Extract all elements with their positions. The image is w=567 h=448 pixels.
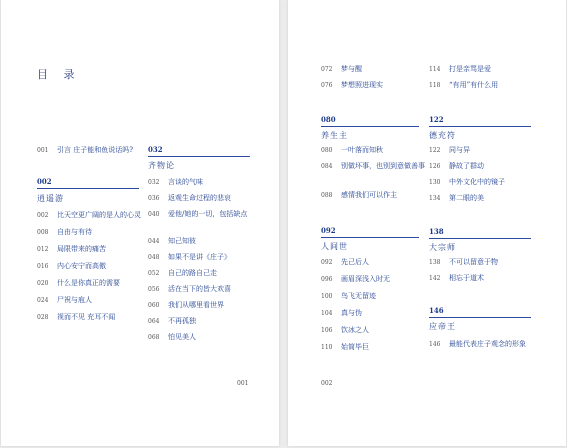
entry-title: 梦与醒 xyxy=(341,65,362,73)
toc-entry[interactable] xyxy=(148,285,231,294)
entry-page-num: 036 xyxy=(148,195,160,202)
toc-entry[interactable] xyxy=(429,194,484,203)
section-divider xyxy=(148,156,250,157)
entry-title: 相忘于道术 xyxy=(449,274,484,282)
entry-title: 什么是你真正的需要 xyxy=(57,279,120,287)
toc-entry[interactable] xyxy=(321,275,390,284)
intro-page-num: 001 xyxy=(37,147,49,154)
page-number: 001 xyxy=(237,380,249,387)
entry-page-num: 028 xyxy=(37,314,49,321)
section-number: 146 xyxy=(429,306,444,315)
entry-page-num: 080 xyxy=(321,147,333,154)
section-divider xyxy=(429,238,531,239)
toc-entry[interactable] xyxy=(37,296,92,305)
entry-title: 中外文化中的镜子 xyxy=(449,178,505,186)
entry-page-num: 100 xyxy=(321,293,333,300)
entry-title: 始简毕巨 xyxy=(341,343,369,351)
entry-page-num: 060 xyxy=(148,302,160,309)
toc-entry[interactable] xyxy=(321,191,397,200)
toc-title: 目 录 xyxy=(37,68,81,81)
entry-page-num: 146 xyxy=(429,341,441,348)
toc-entry[interactable] xyxy=(321,162,441,171)
toc-entry[interactable] xyxy=(148,333,196,342)
entry-page-num: 076 xyxy=(321,82,333,89)
toc-entry[interactable] xyxy=(148,253,231,262)
entry-title: 真与伪 xyxy=(341,309,362,317)
intro-entry[interactable] xyxy=(37,146,133,155)
section-divider xyxy=(37,188,139,189)
entry-page-num: 032 xyxy=(148,179,160,186)
entry-title: 知己知彼 xyxy=(168,237,196,245)
entry-page-num: 130 xyxy=(429,179,441,186)
toc-entry[interactable] xyxy=(321,146,383,155)
section-number: 080 xyxy=(321,115,336,124)
section-title: 养生主 xyxy=(321,131,348,140)
toc-entry[interactable] xyxy=(429,162,484,171)
entry-title: 内心安宁而高傲 xyxy=(57,262,106,270)
entry-title: 比天空更广阔的是人的心灵 xyxy=(57,211,141,219)
entry-title: 自由与有待 xyxy=(57,228,92,236)
toc-entry[interactable] xyxy=(321,309,362,318)
toc-entry[interactable] xyxy=(37,228,92,237)
entry-title: 爱他/她的一切，包括缺点 xyxy=(168,210,248,218)
entry-title: 怕见美人 xyxy=(168,333,196,341)
entry-page-num: 138 xyxy=(429,259,441,266)
entry-page-num: 134 xyxy=(429,195,441,202)
toc-entry[interactable] xyxy=(148,269,217,278)
entry-page-num: 096 xyxy=(321,276,333,283)
entry-page-num: 020 xyxy=(37,280,49,287)
entry-title: 如果不是讲《庄子》 xyxy=(168,253,231,261)
entry-page-num: 048 xyxy=(148,254,160,261)
entry-page-num: 122 xyxy=(429,147,441,154)
toc-entry[interactable] xyxy=(37,245,106,254)
toc-entry[interactable] xyxy=(148,194,231,203)
section-title: 齐物论 xyxy=(148,161,175,170)
entry-page-num: 052 xyxy=(148,270,160,277)
entry-page-num: 024 xyxy=(37,297,49,304)
entry-title: 梦想照进现实 xyxy=(341,81,383,89)
entry-title: 静故了群动 xyxy=(449,162,484,170)
toc-entry[interactable] xyxy=(148,317,196,326)
entry-title: 我们从哪里看世界 xyxy=(168,301,224,309)
entry-page-num: 068 xyxy=(148,334,160,341)
section-title: 大宗师 xyxy=(429,243,456,252)
entry-title: 打是亲骂是爱 xyxy=(449,65,491,73)
entry-title: 自己的路自己走 xyxy=(168,269,217,277)
toc-entry[interactable] xyxy=(148,178,203,187)
entry-page-num: 118 xyxy=(429,82,441,89)
entry-page-num: 044 xyxy=(148,238,160,245)
section-divider xyxy=(321,237,419,238)
toc-entry[interactable] xyxy=(37,211,159,220)
entry-title: 先己后人 xyxy=(341,258,369,266)
section-divider xyxy=(321,126,419,127)
toc-entry[interactable] xyxy=(148,237,196,246)
section-number: 138 xyxy=(429,227,444,236)
entry-page-num: 064 xyxy=(148,318,160,325)
entry-title: 鸟飞无留迹 xyxy=(341,292,376,300)
entry-title: 视而不见 充耳不闻 xyxy=(57,313,116,321)
entry-title: 感情我们可以作主 xyxy=(341,191,397,199)
section-title: 应帝王 xyxy=(429,322,456,331)
toc-entry[interactable] xyxy=(429,81,498,90)
toc-entry[interactable] xyxy=(37,262,106,271)
entry-page-num: 056 xyxy=(148,286,160,293)
entry-page-num: 142 xyxy=(429,275,441,282)
entry-title: 不再孤独 xyxy=(168,317,196,325)
section-title: 逍遥游 xyxy=(37,194,64,203)
entry-page-num: 092 xyxy=(321,259,333,266)
entry-page-num: 008 xyxy=(37,229,49,236)
entry-page-num: 126 xyxy=(429,163,441,170)
intro-title: 引言 庄子能和鱼说话吗? xyxy=(57,146,133,154)
section-number: 092 xyxy=(321,226,336,235)
toc-entry[interactable] xyxy=(37,313,115,322)
entry-page-num: 084 xyxy=(321,163,333,170)
entry-page-num: 104 xyxy=(321,310,333,317)
toc-entry[interactable] xyxy=(321,81,383,90)
entry-page-num: 106 xyxy=(321,327,333,334)
toc-entry[interactable] xyxy=(148,301,224,310)
entry-page-num: 040 xyxy=(148,211,160,218)
entry-title: 画眉深浅入时无 xyxy=(341,275,390,283)
entry-title: 别做坏事，也别到意做善事 xyxy=(341,162,425,170)
entry-page-num: 002 xyxy=(37,212,49,219)
toc-entry[interactable] xyxy=(321,65,362,74)
entry-title: 不可以留意于物 xyxy=(449,258,498,266)
entry-title: 第二眼的美 xyxy=(449,194,484,202)
toc-entry[interactable] xyxy=(429,258,498,267)
entry-page-num: 110 xyxy=(321,344,333,351)
entry-page-num: 072 xyxy=(321,66,333,73)
toc-entry[interactable] xyxy=(429,146,470,155)
toc-entry[interactable] xyxy=(429,178,505,187)
section-divider xyxy=(429,126,531,127)
entry-page-num: 114 xyxy=(429,66,441,73)
section-number: 002 xyxy=(37,177,52,186)
entry-page-num: 088 xyxy=(321,192,333,199)
entry-title: 同与异 xyxy=(449,146,470,154)
left-page xyxy=(1,0,279,446)
section-number: 122 xyxy=(429,115,444,124)
toc-entry[interactable] xyxy=(429,65,491,74)
section-title: 德充符 xyxy=(429,131,456,140)
entry-page-num: 016 xyxy=(37,263,49,270)
entry-title: 一叶落而知秋 xyxy=(341,146,383,154)
toc-entry[interactable] xyxy=(321,292,376,301)
toc-entry[interactable] xyxy=(321,326,369,335)
entry-title: “有用”有什么用 xyxy=(449,81,499,89)
section-title: 人间世 xyxy=(321,242,348,251)
entry-page-num: 012 xyxy=(37,246,49,253)
entry-title: 局限带来的痛苦 xyxy=(57,245,106,253)
entry-title: 活在当下的皆大欢喜 xyxy=(168,285,231,293)
entry-title: 尸祝与庖人 xyxy=(57,296,92,304)
entry-title: 言谈的气味 xyxy=(168,178,203,186)
entry-title: 饮冰之人 xyxy=(341,326,369,334)
page-number: 002 xyxy=(321,380,333,387)
toc-entry[interactable] xyxy=(321,343,369,352)
entry-title: 返观生命过程的悲哀 xyxy=(168,194,231,202)
toc-entry[interactable] xyxy=(429,340,526,349)
toc-entry[interactable] xyxy=(429,274,484,283)
right-page xyxy=(288,0,566,446)
toc-entry[interactable] xyxy=(37,279,120,288)
toc-entry[interactable] xyxy=(148,210,270,219)
toc-entry[interactable] xyxy=(321,258,369,267)
entry-title: 最能代表庄子观念的形象 xyxy=(449,340,526,348)
section-divider xyxy=(429,317,531,318)
section-number: 032 xyxy=(148,145,163,154)
